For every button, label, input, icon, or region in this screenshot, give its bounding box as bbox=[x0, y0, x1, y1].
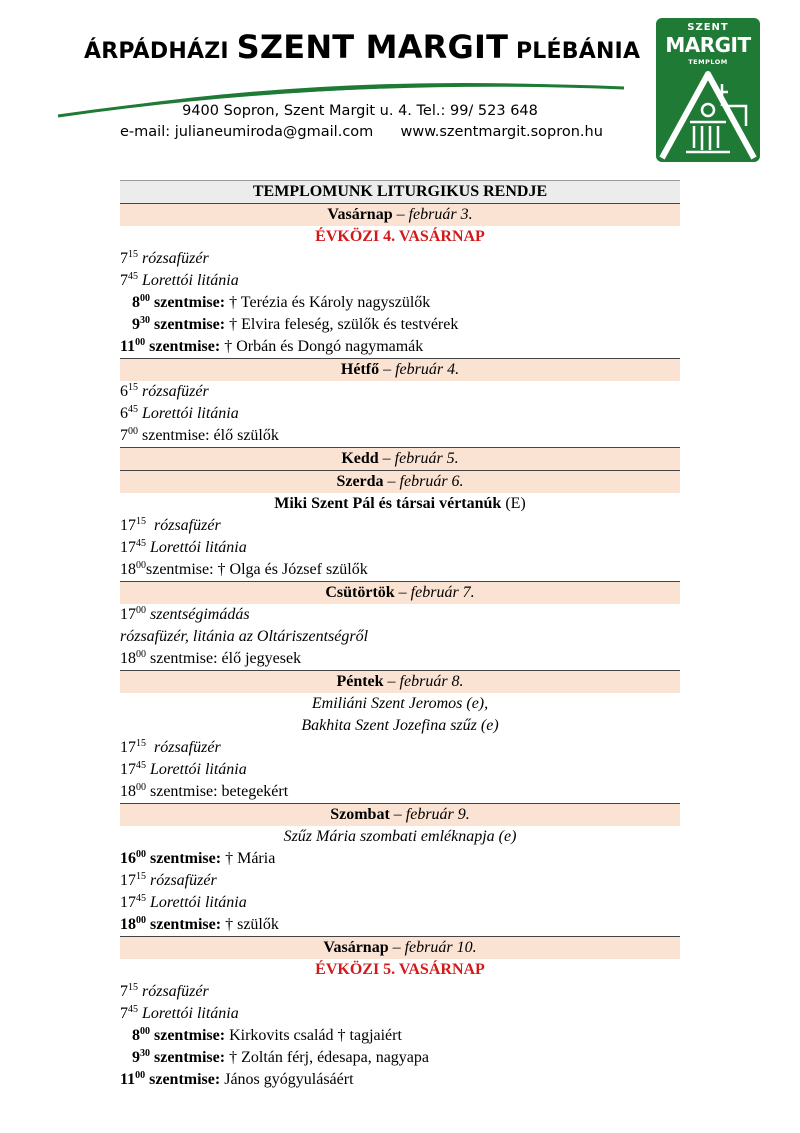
schedule-item: $7^{45}$ Lorettói litánia bbox=[120, 271, 239, 289]
logo-text-szent: SZENT bbox=[687, 22, 729, 33]
schedule-item: $16^{00}$ szentmise: † Mária bbox=[120, 849, 276, 867]
saint-commemoration: Bakhita Szent Jozefina szűz (e) bbox=[301, 717, 499, 734]
schedule-item: $18^{00}$ szentmise: betegekért bbox=[120, 782, 289, 800]
schedule-item: $11^{00}$ szentmise: János gyógyulásáért bbox=[120, 1070, 354, 1088]
email-text: e-mail: julianeumiroda@gmail.com bbox=[120, 124, 374, 140]
day-header bbox=[120, 447, 680, 470]
logo-text-margit: MARGIT bbox=[665, 33, 751, 57]
day-header bbox=[120, 670, 680, 693]
schedule-item: $18^{00}$ szentmise: † szülők bbox=[120, 915, 279, 933]
logo-text-templom: TEMPLOM bbox=[688, 58, 728, 66]
schedule-item: $17^{15}$ rózsafüzér bbox=[120, 871, 217, 889]
parish-name bbox=[84, 28, 641, 66]
day-header bbox=[120, 470, 680, 493]
day-date: – február 6. bbox=[383, 473, 464, 490]
day-name: Csütörtök bbox=[325, 584, 395, 601]
address-line: 9400 Sopron, Szent Margit u. 4. Tel.: 99/ 523 648 bbox=[182, 103, 538, 119]
schedule-item: $7^{15}$ rózsafüzér bbox=[120, 249, 209, 267]
day-name: Hétfő bbox=[340, 361, 380, 378]
day-name: Vasárnap bbox=[323, 939, 389, 956]
feast-title: ÉVKÖZI 5. VASÁRNAP bbox=[315, 961, 485, 978]
schedule-item: $7^{45}$ Lorettói litánia bbox=[120, 1004, 239, 1022]
schedule-item: $6^{15}$ rózsafüzér bbox=[120, 382, 209, 400]
feast-title: ÉVKÖZI 4. VASÁRNAP bbox=[315, 228, 485, 245]
schedule-item: $18^{00}szentmise$: † Olga és József szülők bbox=[120, 560, 368, 578]
day-name: Péntek bbox=[336, 673, 384, 690]
schedule-item: $7^{00}$ szentmise: élő szülők bbox=[120, 426, 279, 444]
schedule-item: $17^{15}$ rózsafüzér bbox=[120, 738, 221, 756]
website-link[interactable]: www.szentmargit.sopron.hu bbox=[400, 124, 603, 140]
day-name: Vasárnap bbox=[327, 206, 393, 223]
day-date: – február 8. bbox=[383, 673, 464, 690]
schedule-item: $18^{00}$ szentmise: élő jegyesek bbox=[120, 649, 302, 667]
schedule-item: rózsafüzér, litánia az Oltáriszentségről bbox=[120, 628, 369, 645]
church-outline-icon bbox=[656, 66, 760, 162]
day-date: – február 3. bbox=[392, 206, 473, 223]
schedule-item: $11^{00}$ szentmise: † Orbán és Dongó nagymamák bbox=[120, 337, 424, 355]
schedule-item: $8^{00}$ szentmise: Kirkovits család † tagjaiért bbox=[132, 1026, 402, 1044]
parish-name-main: SZENT MARGIT bbox=[236, 28, 509, 66]
day-date: – február 5. bbox=[378, 450, 459, 467]
schedule-item: $7^{15}$ rózsafüzér bbox=[120, 982, 209, 1000]
schedule-item: $17^{00}$ szentségimádás bbox=[120, 605, 250, 623]
day-name: Szombat bbox=[330, 806, 390, 823]
day-name: Kedd bbox=[341, 450, 379, 467]
day-name: Szerda bbox=[336, 473, 384, 490]
schedule-title: TEMPLOMUNK LITURGIKUS RENDJE bbox=[120, 180, 680, 203]
day-header bbox=[120, 803, 680, 826]
schedule-item: $8^{00}$ szentmise: † Terézia és Károly nagyszülők bbox=[132, 293, 431, 311]
day-date: – február 4. bbox=[379, 361, 460, 378]
contact-line bbox=[120, 124, 603, 140]
schedule-item: $9^{30}$ szentmise: † Elvira feleség, szülők és testvérek bbox=[132, 315, 459, 333]
schedule-item: $17^{45}$ Lorettói litánia bbox=[120, 893, 247, 911]
schedule-item: $17^{15}$ rózsafüzér bbox=[120, 516, 221, 534]
day-header bbox=[120, 203, 680, 226]
day-date: – február 7. bbox=[394, 584, 475, 601]
parish-name-prefix: ÁRPÁDHÁZI bbox=[84, 39, 237, 64]
saint-commemoration: Miki Szent Pál és társai vértanúk (E) bbox=[274, 495, 526, 512]
schedule-item: $17^{45}$ Lorettói litánia bbox=[120, 760, 247, 778]
day-date: – február 10. bbox=[388, 939, 477, 956]
liturgical-schedule bbox=[120, 180, 680, 1091]
church-logo bbox=[656, 18, 760, 162]
schedule-item: $6^{45}$ Lorettói litánia bbox=[120, 404, 239, 422]
day-header bbox=[120, 581, 680, 604]
saint-commemoration: Emiliáni Szent Jeromos (e), bbox=[311, 695, 489, 712]
schedule-item: $9^{30}$ szentmise: † Zoltán férj, édesapa, nagyapa bbox=[132, 1048, 429, 1066]
saint-commemoration: Szűz Mária szombati emléknapja (e) bbox=[283, 828, 517, 845]
day-date: – február 9. bbox=[389, 806, 470, 823]
schedule-item: $17^{45}$ Lorettói litánia bbox=[120, 538, 247, 556]
parish-name-suffix: PLÉBÁNIA bbox=[508, 39, 641, 64]
day-header bbox=[120, 936, 680, 959]
day-header bbox=[120, 358, 680, 381]
